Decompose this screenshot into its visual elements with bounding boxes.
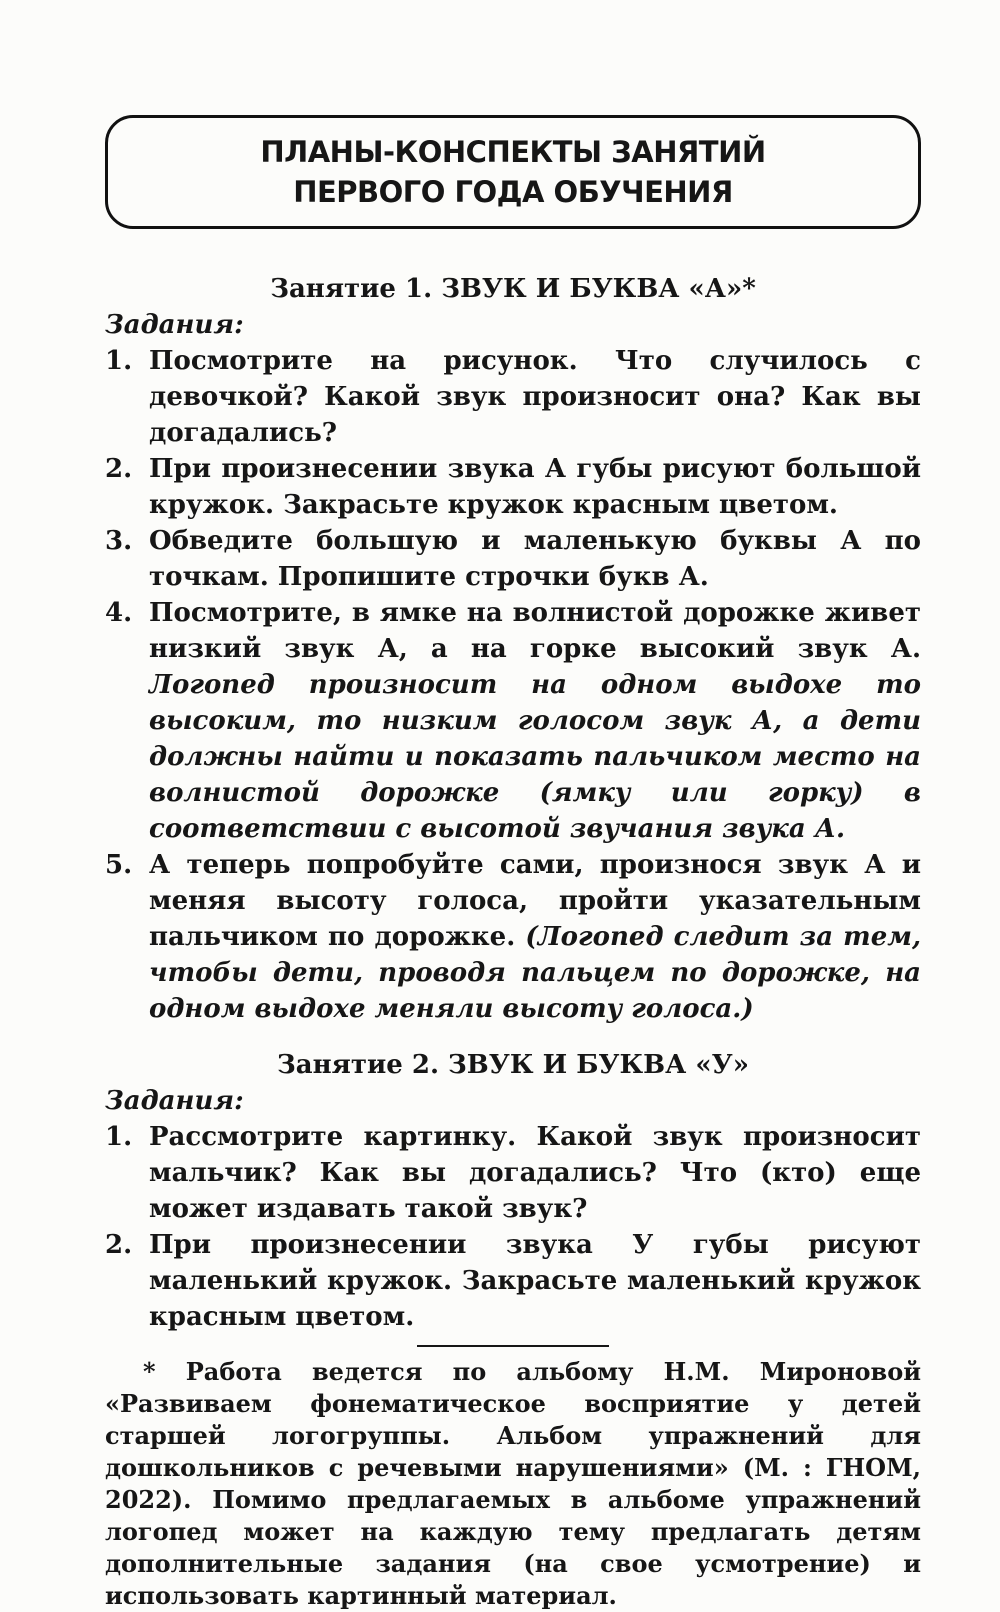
task-item bbox=[105, 1119, 921, 1227]
task-text: При произнесении звука У губы рисуют маленький кружок. Закрасьте маленький кружок красным цветом. bbox=[149, 1230, 921, 1332]
task-number: 2. bbox=[105, 1230, 133, 1260]
tasks-label: Задания: bbox=[105, 310, 244, 340]
task-item bbox=[105, 847, 921, 1027]
task-text: Посмотрите на рисунок. Что случилось с девочкой? Какой звук произносит она? Как вы догадались? bbox=[149, 346, 921, 448]
page-content bbox=[105, 0, 921, 1612]
task-item bbox=[105, 451, 921, 523]
section-heading: Занятие 2. ЗВУК И БУКВА «У» bbox=[277, 1050, 749, 1080]
task-text: Обведите большую и маленькую буквы А по точкам. Пропишите строчки букв А. bbox=[149, 526, 921, 592]
task-number: 2. bbox=[105, 454, 133, 484]
task-item bbox=[105, 595, 921, 847]
task-number: 1. bbox=[105, 1122, 133, 1152]
task-number: 4. bbox=[105, 598, 133, 628]
banner-title-line1: ПЛАНЫ-КОНСПЕКТЫ ЗАНЯТИЙ bbox=[260, 135, 766, 169]
task-text: При произнесении звука А губы рисуют большой кружок. Закрасьте кружок красным цветом. bbox=[149, 454, 921, 520]
task-item bbox=[105, 343, 921, 451]
task-number: 5. bbox=[105, 850, 133, 880]
task-item bbox=[105, 1227, 921, 1335]
task-item bbox=[105, 523, 921, 595]
task-text-italic: (Логопед следит за тем, чтобы дети, проводя пальцем по дорожке, на одном выдохе меняли высоту голоса.) bbox=[149, 922, 922, 1024]
sections bbox=[105, 271, 921, 1335]
task-number: 1. bbox=[105, 346, 133, 376]
title-banner bbox=[105, 115, 921, 229]
task-text: Посмотрите, в ямке на волнистой дорожке живет низкий звук А, а на горке высокий звук А. bbox=[149, 598, 921, 664]
footnote-separator bbox=[417, 1345, 609, 1347]
lesson-section bbox=[105, 1047, 921, 1335]
task-text: Рассмотрите картинку. Какой звук произносит мальчик? Как вы догадались? Что (кто) еще может издавать такой звук? bbox=[149, 1122, 921, 1224]
lesson-section bbox=[105, 271, 921, 1027]
footnote-text: * Работа ведется по альбому Н.М. Мироновой «Развиваем фонематическое восприятие у детей старшей логогруппы. Альбом упражнений для дошкольников с речевыми нарушениями» (М. : ГНОМ, 2022). Помимо предлагаемых в альбоме упражнений логопед может на каждую тему предлагать детям дополнительные задания (на свое усмотрение) и использовать картинный материал. bbox=[105, 1357, 921, 1610]
task-text-italic: Логопед произносит на одном выдохе то высоким, то низким голосом звук А, а дети должны найти и показать пальчиком место на волнистой дорожке (ямку или горку) в соответствии с высотой звучания звука А. bbox=[149, 670, 921, 844]
task-number: 3. bbox=[105, 526, 133, 556]
tasks-label: Задания: bbox=[105, 1086, 244, 1116]
banner-title-line2: ПЕРВОГО ГОДА ОБУЧЕНИЯ bbox=[293, 175, 733, 209]
section-heading: Занятие 1. ЗВУК И БУКВА «А»* bbox=[270, 274, 756, 304]
task-text: А теперь попробуйте сами, произнося звук А и меняя высоту голоса, пройти указательным пальчиком по дорожке. bbox=[149, 850, 921, 952]
